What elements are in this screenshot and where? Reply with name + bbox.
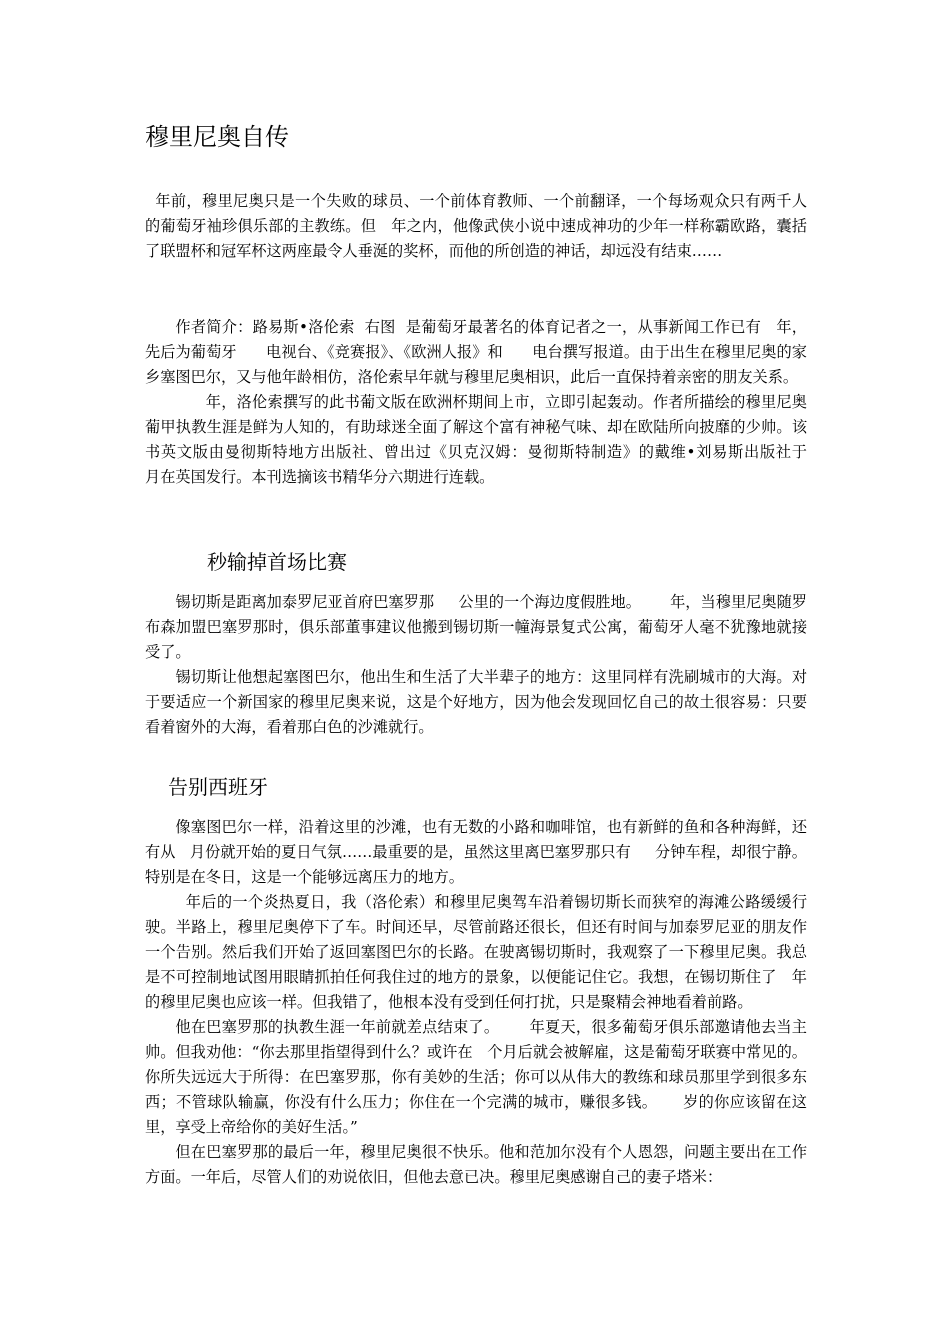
author-block xyxy=(145,315,832,490)
intro-block xyxy=(145,189,807,264)
section-heading-1: 秒输掉首场比赛 xyxy=(207,550,347,574)
section-1-paragraph-1: 锡切斯是距离加泰罗尼亚首府巴塞罗那 公里的一个海边度假胜地。 年，当穆里尼奥随罗布森加盟巴塞罗那时，俱乐部董事建议他搬到锡切斯一幢海景复式公寓，葡萄牙人毫不犹豫地就接受了。 xyxy=(145,593,807,661)
intro-paragraph: 年前，穆里尼奥只是一个失败的球员、一个前体育教师、一个前翻译，一个每场观众只有两千人的葡萄牙袖珍俱乐部的主教练。但 年之内，他像武侠小说中速成神功的少年一样称霸欧路，囊括了联盟杯和冠军杯这两座最令人垂涎的奖杯，而他的所创造的神话，却远没有结束…… xyxy=(145,192,808,260)
section-2-paragraph-4: 但在巴塞罗那的最后一年，穆里尼奥很不快乐。他和范加尔没有个人恩怨，问题主要出在工作方面。一年后，尽管人们的劝说依旧，但他去意已决。穆里尼奥感谢自己的妻子塔米： xyxy=(145,1143,807,1186)
section-2-body xyxy=(145,815,807,1190)
section-2-paragraph-2: 年后的一个炎热夏日，我（洛伦索）和穆里尼奥驾车沿着锡切斯长而狭窄的海滩公路缓缓行驶。半路上，穆里尼奥停下了车。时间还早，尽管前路还很长，但还有时间与加泰罗尼亚的朋友作一个告别。然后我们开始了返回塞图巴尔的长路。在驶离锡切斯时，我观察了一下穆里尼奥。我总是不可控制地试图用眼睛抓拍任何我住过的地方的景象，以便能记住它。我想，在锡切斯住了 年的穆里尼奥也应该一样。但我错了，他根本没有受到任何打扰，只是聚精会神地看着前路。 xyxy=(145,893,808,1011)
section-2-paragraph-3: 他在巴塞罗那的执教生涯一年前就差点结束了。 年夏天，很多葡萄牙俱乐部邀请他去当主帅。但我劝他：“你去那里指望得到什么？或许在 个月后就会被解雇，这是葡萄牙联赛中常见的。你所失远远大于所得：在巴塞罗那，你有美妙的生活；你可以从伟大的教练和球员那里学到很多东西；不管球队输赢，你没有什么压力；你住在一个完满的城市，赚很多钱。 岁的你应该留在这里，享受上帝给你的美好生活。” xyxy=(145,1018,807,1136)
section-2-paragraph-1: 像塞图巴尔一样，沿着这里的沙滩，也有无数的小路和咖啡馆，也有新鲜的鱼和各种海鲜，还有从 月份就开始的夏日气氛……最重要的是，虽然这里离巴塞罗那只有 分钟车程，却很宁静。特别是在冬日，这是一个能够远离压力的地方。 xyxy=(145,818,807,886)
section-heading-2: 告别西班牙 xyxy=(168,775,268,799)
author-paragraph-1: 作者简介：路易斯•洛伦索 右图 是葡萄牙最著名的体育记者之一，从事新闻工作已有 年，先后为葡萄牙 电视台、《竞赛报》、《欧洲人报》和 电台撰写报道。由于出生在穆里尼奥的家乡塞图巴尔，又与他年龄相仿，洛伦索早年就与穆里尼奥相识，此后一直保持着亲密的朋友关系。 xyxy=(145,318,807,386)
author-paragraph-2: 年，洛伦索撰写的此书葡文版在欧洲杯期间上市，立即引起轰动。作者所描绘的穆里尼奥葡甲执教生涯是鲜为人知的，有助球迷全面了解这个富有神秘气味、却在欧陆所向披靡的少帅。该书英文版由曼彻斯特地方出版社、曾出过《贝克汉姆：曼彻斯特制造》的戴维•刘易斯出版社于 月在英国发行。本刊选摘该书精华分六期进行连载。 xyxy=(145,393,832,486)
document-title: 穆里尼奥自传 xyxy=(145,123,289,151)
section-1-body xyxy=(145,590,807,740)
section-1-paragraph-2: 锡切斯让他想起塞图巴尔，他出生和生活了大半辈子的地方：这里同样有洗刷城市的大海。对于要适应一个新国家的穆里尼奥来说，这是个好地方，因为他会发现回忆自己的故土很容易：只要看着窗外的大海，看着那白色的沙滩就行。 xyxy=(145,668,807,736)
